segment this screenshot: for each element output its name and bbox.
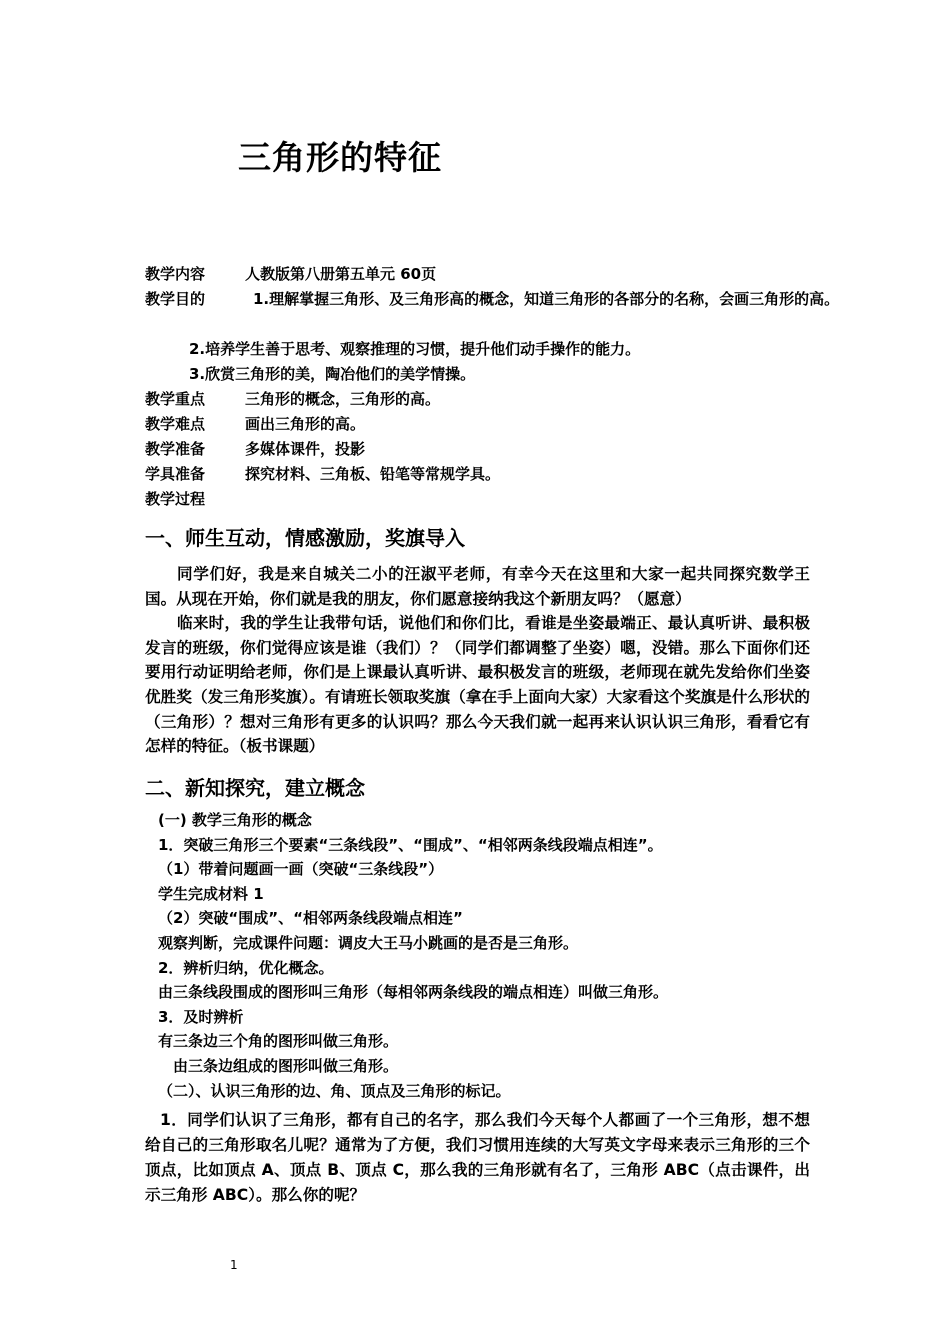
list-item: 1．突破三角形三个要素“三条线段”、“围成”、“相邻两条线段端点相连”。 [158,835,663,854]
document-title: 三角形的特征 [238,138,442,177]
info-label: 学具准备 [145,465,206,483]
subsection-title: (一) 教学三角形的概念 [158,811,312,829]
info-value: 多媒体课件，投影 [245,440,366,458]
info-row-key [145,387,825,412]
goal-item-3: 3.欣赏三角形的美，陶冶他们的美学情操。 [189,365,476,383]
info-value: 探究材料、三角板、铅笔等常规学具。 [245,465,501,483]
goal-item-1: 1.理解掌握三角形、及三角形高的概念，知道三角形的各部分的名称，会画三角形的高。 [253,290,840,308]
info-row-content [145,262,825,287]
list-item: 3．及时辨析 [158,1007,244,1026]
list-item: （2）突破“围成”、“相邻两条线段端点相连” [158,909,463,928]
section-heading-1: 一、师生互动，情感激励，奖旗导入 [145,526,465,550]
item-number: 1． [160,1111,188,1129]
info-value: 三角形的概念，三角形的高。 [245,390,441,408]
info-label: 教学难点 [145,415,206,433]
paragraph: 同学们好，我是来自城关二小的汪淑平老师，有幸今天在这里和大家一起共同探究数学王国。从现在开始，你们就是我的朋友，你们愿意接纳我这个新朋友吗？（愿意） [145,565,810,608]
numbered-paragraph [145,1108,810,1208]
info-row-prep [145,437,825,462]
list-item: 2．辨析归纳，优化概念。 [158,958,334,977]
subsection-title: （二）、认识三角形的边、角、顶点及三角形的标记。 [158,1081,511,1100]
info-value: 画出三角形的高。 [245,415,366,433]
list-item: （1）带着问题画一画（突破“三条线段”） [158,860,444,879]
lesson-info [145,262,840,512]
info-label: 教学准备 [145,440,206,458]
info-row-difficulty [145,412,825,437]
info-label: 教学重点 [145,390,206,408]
list-item: 由三条线段围成的图形叫三角形（每相邻两条线段的端点相连）叫做三角形。 [158,983,669,1002]
section-heading-2: 二、新知探究，建立概念 [145,776,365,800]
list-item: 由三条边组成的图形叫做三角形。 [173,1056,399,1075]
list-item: 学生完成材料 1 [158,884,264,903]
info-row-tools [145,462,825,487]
info-value: 人教版第八册第五单元 60页 [245,265,437,283]
section1-body [145,562,810,759]
info-label: 教学过程 [145,490,206,508]
paragraph: 临来时，我的学生让我带句话，说他们和你们比，看谁是坐姿最端正、最认真听讲、最积极发言的班级，你们觉得应该是谁（我们）？（同学们都调整了坐姿）嗯，没错。那么下面你们还要用行动证明给老师，你们是上课最认真听讲、最积极发言的班级，老师现在就先发给你们坐姿优胜奖（发三角形奖旗）。有请班长领取奖旗（拿在手上面向大家）大家看这个奖旗是什么形状的（三角形）？想对三角形有更多的认识吗？那么今天我们就一起再来认识认识三角形，看看它有怎样的特征。（板书课题） [145,614,810,756]
list-item: 观察判断，完成课件问题：调皮大王马小跳画的是否是三角形。 [158,933,579,952]
paragraph-text: 同学们认识了三角形，都有自己的名字，那么我们今天每个人都画了一个三角形，想不想给自己的三角形取名儿呢？通常为了方便，我们习惯用连续的大写英文字母来表示三角形的三个顶点，比如顶点 A、顶点 B、顶点 C，那么我的三角形就有名了，三角形 ABC（点击课件，出示三角形 ABC）。那么你的呢？ [145,1111,810,1204]
info-label: 教学内容 [145,265,206,283]
page-number: 1 [230,1258,238,1272]
list-item: 有三条边三个角的图形叫做三角形。 [158,1032,399,1051]
goal-item-2: 2.培养学生善于思考、观察推理的习惯，提升他们动手操作的能力。 [189,340,641,358]
section2-lines [158,808,818,1103]
info-row-process [145,487,825,512]
info-row-goal [145,287,840,337]
info-label: 教学目的 [145,290,206,308]
